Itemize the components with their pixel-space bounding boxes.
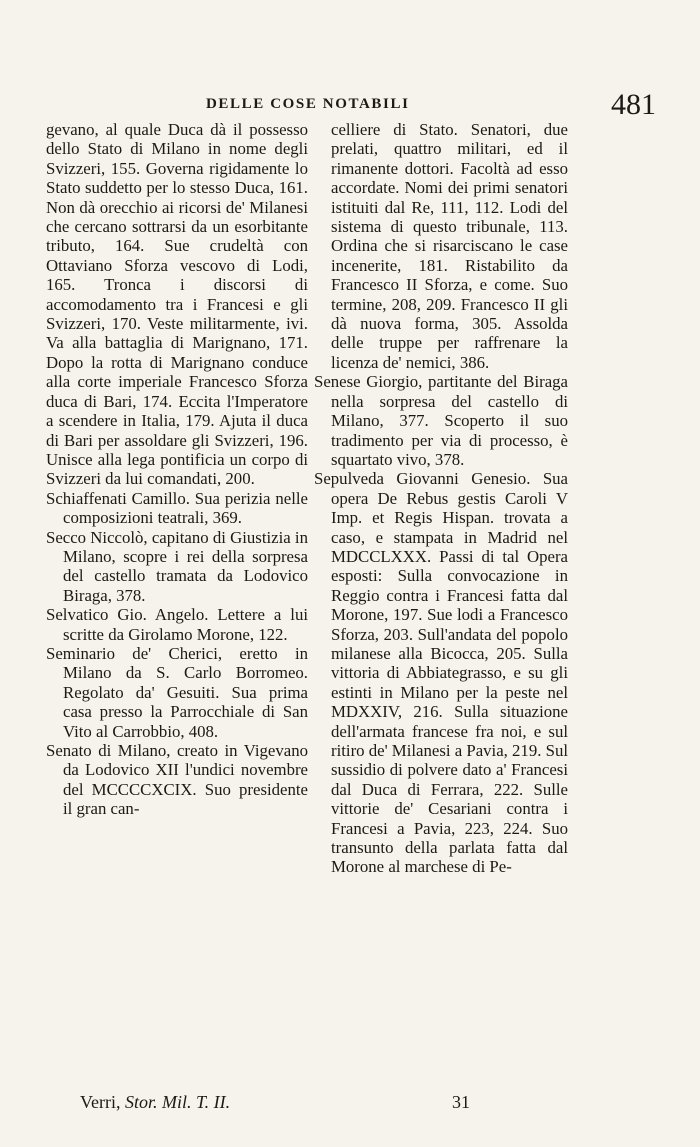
index-entry: Senese Giorgio, partitante del Biraga nella sorpresa del castello di Milano, 377. Scoperto il suo tradimento per via di processo, è squartato vivo, 378.: [314, 372, 568, 469]
page-footer: [80, 1092, 580, 1116]
index-entry: Seminario de' Cherici, eretto in Milano da S. Carlo Borromeo. Regolato da' Gesuiti. Sua prima casa presso la Parrocchiale di San Vito al Carrobbio, 408.: [46, 643, 308, 741]
running-title: DELLE COSE NOTABILI: [206, 96, 410, 112]
index-entry: Sepulveda Giovanni Genesio. Sua opera De Rebus gestis Caroli V Imp. et Regis Hispan. trovata a caso, e stampata in Madrid nel MDCCLXXX. Passi di tal Opera esposti: Sulla convocazione in Reggio contra i Francesi fatta dal Morone, 197. Sue lodi a Francesco Sforza, 203. Sull'andata del popolo milanese alla Bicocca, 205. Sulla vittoria di Abbiategrasso, e su gli estinti in Milano per la peste nel MDXXIV, 216. Sulla situazione dell'armata francese fra noi, e sul ritiro de' Milanesi a Pavia, 219. Sul sussidio di polvere dato a' Francesi dal Duca di Ferrara, 222. Sulle vittorie de' Cesariani contra i Francesi a Pavia, 223, 224. Suo transunto della parlata fatta dal Morone al marchese di Pe-: [314, 469, 568, 877]
signature-author: Verri,: [80, 1092, 121, 1112]
page-number: 481: [611, 88, 656, 121]
sheet-number: 31: [452, 1092, 470, 1112]
signature-mark: [80, 1092, 230, 1113]
index-entry: celliere di Stato. Senatori, due prelati, quattro militari, ed il rimanente dottori. Facoltà ad esso accordate. Nomi dei primi senatori istituiti dal Re, 111, 112. Lodi del sistema di questo tribunale, 113. Ordina che si risarciscano le case incenerite, 181. Ristabilito da Francesco II Sforza, e come. Suo termine, 208, 209. Francesco II gli dà nuova forma, 305. Assolda delle truppe per raffrenare la licenza de' nemici, 386.: [331, 120, 568, 372]
right-column: [314, 120, 568, 877]
signature-title: Stor. Mil. T. II.: [124, 1092, 231, 1112]
index-entry: gevano, al quale Duca dà il possesso dello Stato di Milano in nome degli Svizzeri, 155. Governa rigidamente lo Stato suddetto per lo stesso Duca, 161. Non dà orecchio ai ricorsi de' Milanesi che cercano sottrarsi da un esorbitante tributo, 164. Sue crudeltà con Ottaviano Sforza vescovo di Lodi, 165. Tronca i discorsi di accomodamento tra i Francesi e gli Svizzeri, 170. Veste militarmente, ivi. Va alla battaglia di Marignano, 171. Dopo la rotta di Marignano conduce alla corte imperiale Francesco Sforza duca di Bari, 174. Eccita l'Imperatore a scendere in Italia, 179. Ajuta il duca di Bari per assoldare gli Svizzeri, 196. Unisce alla lega pontificia un corpo di Svizzeri da lui comandati, 200.: [46, 120, 308, 489]
index-entry: Selvatico Gio. Angelo. Lettere a lui scritte da Girolamo Morone, 122.: [46, 605, 308, 644]
index-entry: Secco Niccolò, capitano di Giustizia in Milano, scopre i rei della sorpresa del castello tramata da Lodovico Biraga, 378.: [46, 527, 308, 605]
index-entry: Senato di Milano, creato in Vigevano da Lodovico XII l'undici novembre del MCCCCXCIX. Suo presidente il gran can-: [46, 741, 308, 819]
index-entry: Schiaffenati Camillo. Sua perizia nelle composizioni teatrali, 369.: [46, 488, 308, 528]
left-column: [46, 120, 308, 819]
